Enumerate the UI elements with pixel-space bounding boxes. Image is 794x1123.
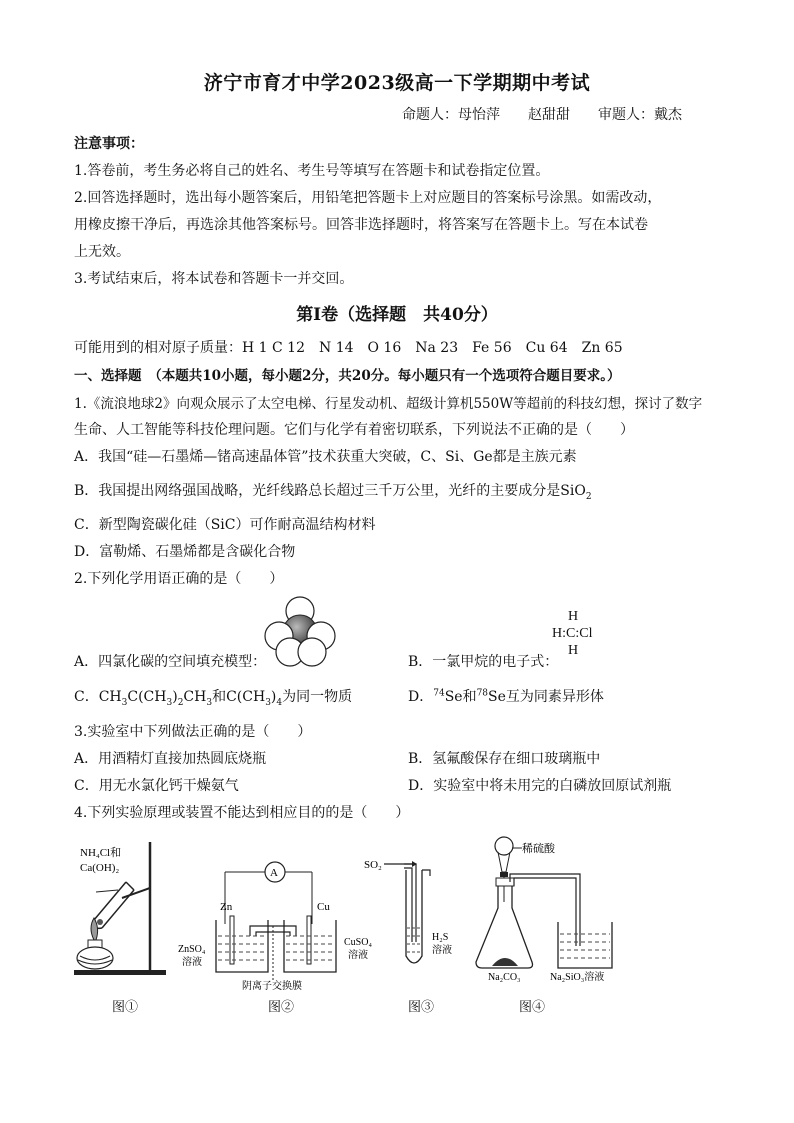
fig1-reagent-1: NH₄Cl和 [80, 847, 122, 859]
fig1-reagent-2: Ca(OH)₂ [80, 862, 120, 874]
fig2-right-solution-1: CuSO₄ [344, 937, 372, 948]
q4-stem: 4.下列实验原理或装置不能达到相应目的的是（ ） [74, 805, 410, 821]
fig2-membrane: 阴离子交换膜 [242, 981, 302, 992]
q1-stem-2: 生命、人工智能等科技伦理问题。它们与化学有着密切联系，下列说法不正确的是（ ） [74, 422, 634, 438]
figure-3-label: 图③ [408, 1000, 435, 1015]
note-item-2-end: 上无效。 [74, 244, 130, 260]
fig2-meter: A [270, 867, 278, 879]
section-title: 第Ⅰ卷（选择题 共40分） [296, 305, 498, 325]
q2-option-d: D．$^{74}$Se和$^{78}$Se互为同素异形体 [408, 688, 604, 705]
fig4-solution: Na₂SiO₃溶液 [550, 972, 605, 983]
fig3-solution-1: H₂S [432, 932, 449, 943]
q1-option-b: B．我国提出网络强国战略，光纤线路总长超过三千万公里，光纤的主要成分是SiO$_2$ [74, 483, 592, 502]
h-top: H [567, 609, 579, 624]
fig2-right-electrode: Cu [317, 901, 330, 913]
q1-stem-1: 1.《流浪地球2》向观众展示了太空电梯、行星发动机、超级计算机550W等超前的科技幻想，探讨了数字 [74, 396, 703, 412]
hccl-row: H:C:Cl [552, 626, 593, 641]
fig4-acid: 稀硫酸 [522, 843, 555, 855]
figure-1-apparatus [66, 832, 176, 982]
h-bottom: H [567, 643, 579, 658]
authors-line: 命题人：母怡萍 赵甜甜 审题人：戴杰 [402, 107, 682, 123]
fig3-gas: SO₂ [364, 859, 382, 871]
q1-option-c: C．新型陶瓷碳化硅（SiC）可作耐高温结构材料 [74, 517, 376, 533]
fig4-solid: Na₂CO₃ [488, 972, 521, 983]
chloromethane-electron-formula [552, 608, 608, 659]
part-heading: 一、选择题 （本题共10小题，每小题2分，共20分。每小题只有一个选项符合题目要求。） [74, 368, 621, 384]
note-item-1: 1.答卷前，考生务必将自己的姓名、考生号等填写在答题卡和试卷指定位置。 [74, 163, 550, 179]
fig2-left-electrode: Zn [220, 901, 233, 913]
q3-option-b: B．氢氟酸保存在细口玻璃瓶中 [408, 751, 601, 767]
atomic-masses: 可能用到的相对原子质量：H 1 C 12 N 14 O 16 Na 23 Fe 56 Cu 64 Zn 65 [74, 340, 623, 356]
figure-3-apparatus [360, 832, 470, 982]
ccl4-space-filling-model [262, 596, 342, 668]
q2-option-c: C．$CH_3C(CH_3)_2CH_3$和$C(CH_3)_4$为同一物质 [74, 689, 353, 708]
figure-1-label: 图① [112, 1000, 139, 1015]
note-item-2: 2.回答选择题时，选出每小题答案后，用铅笔把答题卡上对应题目的答案标号涂黑。如需改动， [74, 190, 662, 206]
fig2-left-solution-1: ZnSO₄ [178, 944, 206, 955]
figure-2-label: 图② [268, 1000, 295, 1015]
q3-option-a: A．用酒精灯直接加热圆底烧瓶 [74, 751, 267, 767]
q3-option-c: C．用无水氯化钙干燥氨气 [74, 778, 239, 794]
q2-option-b: B．一氯甲烷的电子式： [408, 654, 559, 670]
fig2-right-solution-2: 溶液 [348, 950, 368, 961]
figure-4-apparatus [470, 828, 630, 988]
exam-title: 济宁市育才中学2023级高一下学期期中考试 [203, 72, 591, 94]
figure-4-label: 图④ [519, 1000, 546, 1015]
fig2-left-solution-2: 溶液 [182, 957, 202, 968]
q3-stem: 3.实验室中下列做法正确的是（ ） [74, 724, 312, 740]
q1-option-a: A．我国“硅—石墨烯—锗高速晶体管”技术获重大突破，C、Si、Ge都是主族元素 [74, 449, 577, 465]
q1-option-d: D．富勒烯、石墨烯都是含碳化合物 [74, 544, 296, 560]
q3-option-d: D．实验室中将未用完的白磷放回原试剂瓶 [408, 778, 672, 794]
note-item-2-cont: 用橡皮擦干净后，再选涂其他答案标号。回答非选择题时，将答案写在答题卡上。写在本试卷 [74, 217, 648, 233]
figure-2-galvanic-cell [172, 832, 382, 992]
fig3-solution-2: 溶液 [432, 945, 452, 956]
q2-stem: 2.下列化学用语正确的是（ ） [74, 571, 284, 587]
notes-heading: 注意事项： [74, 136, 144, 152]
note-item-3: 3.考试结束后，将本试卷和答题卡一并交回。 [74, 271, 354, 287]
q2-option-a: A．四氯化碳的空间填充模型： [74, 654, 267, 670]
